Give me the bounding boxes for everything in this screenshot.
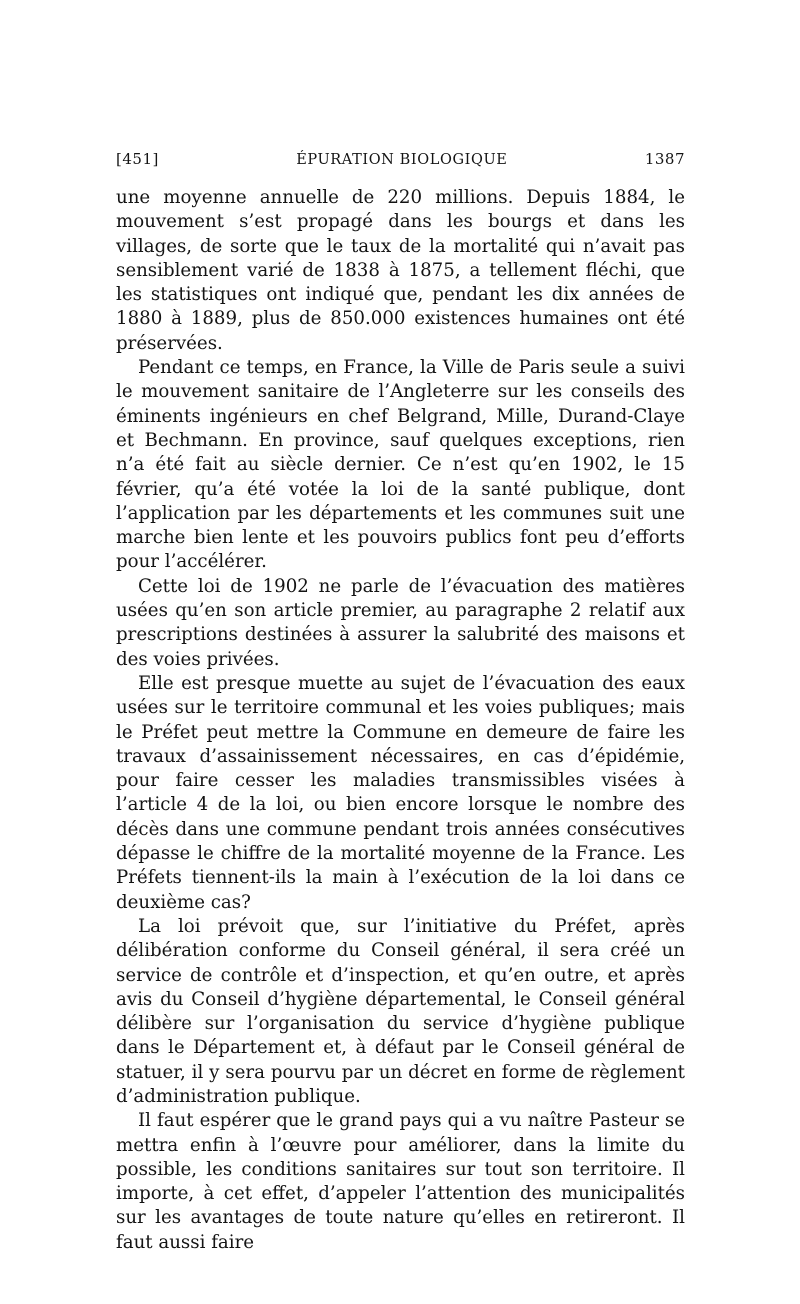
running-header <box>116 150 685 172</box>
paragraph-3: Cette loi de 1902 ne parle de l’évacuation des matières usées qu’en son article premier, au paragraphe 2 relatif aux prescriptions destinées à assurer la salubrité des maisons et des voies privées. <box>116 575 685 670</box>
body-text <box>116 186 685 1255</box>
page-number: 1387 <box>644 150 685 168</box>
paragraph-4: Elle est presque muette au sujet de l’évacuation des eaux usées sur le territoire communal et les voies publiques; mais le Préfet peut mettre la Commune en demeure de faire les travaux d’assainissement nécessaires, en cas d’épidémie, pour faire cesser les maladies transmissibles visées à l’article 4 de la loi, ou bien encore lorsque le nombre des décès dans une commune pendant trois années consécutives dépasse le chiffre de la mortalité moyenne de la France. Les Préfets tiennent-ils la main à l’exécution de la loi dans ce deuxième cas? <box>116 672 685 913</box>
page-reference: [451] <box>116 150 159 168</box>
paragraph-5: La loi prévoit que, sur l’initiative du Préfet, après délibération conforme du Conseil général, il sera créé un service de contrôle et d’inspection, et qu’en outre, et après avis du Conseil d’hygiène départemental, le Conseil général délibère sur l’organisation du service d’hygiène publique dans le Département et, à défaut par le Conseil général de statuer, il y sera pourvu par un décret en forme de règlement d’administration publique. <box>116 915 685 1107</box>
running-title: ÉPURATION BIOLOGIQUE <box>296 152 508 168</box>
document-page <box>116 150 685 1255</box>
paragraph-2: Pendant ce temps, en France, la Ville de Paris seule a suivi le mouvement sanitaire de l’Angleterre sur les conseils des éminents ingénieurs en chef Belgrand, Mille, Durand-Claye et Bechmann. En province, sauf quelques exceptions, rien n’a été fait au siècle dernier. Ce n’est qu’en 1902, le 15 février, qu’a été votée la loi de la santé publique, dont l’application par les départements et les communes suit une marche bien lente et les pouvoirs publics font peu d’efforts pour l’accélérer. <box>116 357 685 573</box>
paragraph-6: Il faut espérer que le grand pays qui a vu naître Pasteur se mettra enfin à l’œuvre pour améliorer, dans la limite du possible, les conditions sanitaires sur tout son territoire. Il importe, à cet effet, d’appeler l’attention des municipalités sur les avantages de toute nature qu’elles en retireront. Il faut aussi faire <box>116 1110 685 1253</box>
paragraph-1: une moyenne annuelle de 220 millions. Depuis 1884, le mouvement s’est propagé dans les bourgs et dans les villages, de sorte que le taux de la mortalité qui n’avait pas sensiblement varié de 1838 à 1875, a tellement fléchi, que les statistiques ont indiqué que, pendant les dix années de 1880 à 1889, plus de 850.000 existences humaines ont été préservées. <box>116 187 685 354</box>
